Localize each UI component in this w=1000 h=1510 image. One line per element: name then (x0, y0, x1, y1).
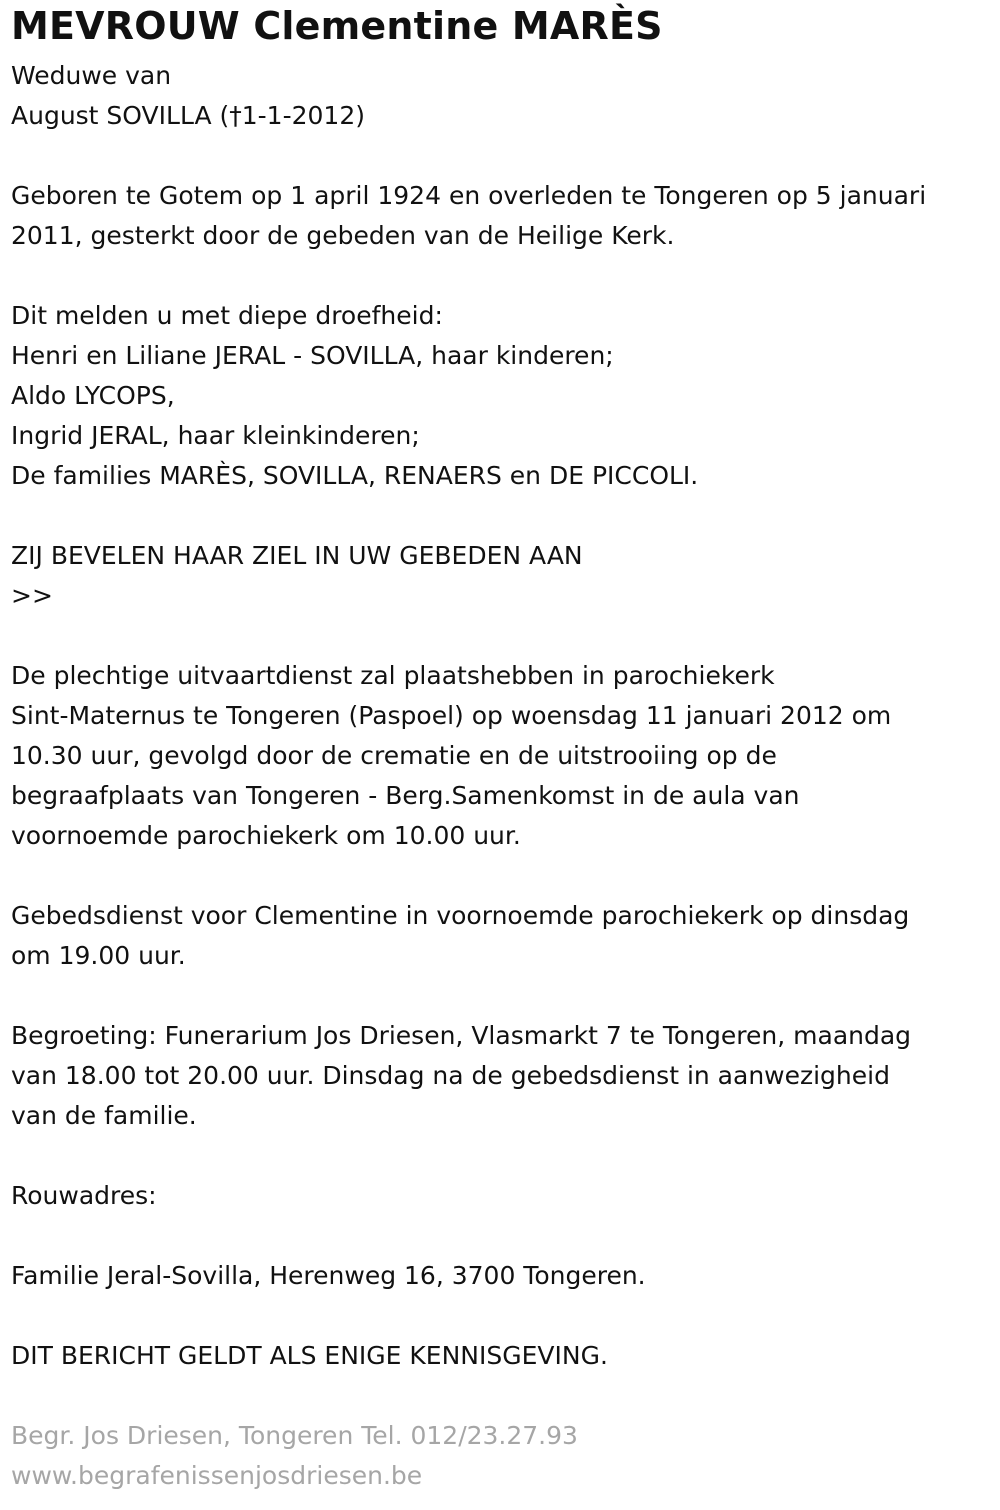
spacer (11, 856, 991, 896)
mourning-address-value: Familie Jeral-Sovilla, Herenweg 16, 3700 Tongeren. (11, 1261, 646, 1290)
birth-death-line-1: Geboren te Gotem op 1 april 1924 en overleden te Tongeren op 5 januari (11, 181, 927, 210)
obituary-page (11, 0, 991, 1496)
prayer-service-line: om 19.00 uur. (11, 941, 186, 970)
family-member: Ingrid JERAL, haar kleinkinderen; (11, 421, 420, 450)
funeral-section (11, 656, 991, 856)
continue-marker: >> (11, 581, 53, 610)
widow-of-label: Weduwe van (11, 61, 172, 90)
funeral-line: begraafplaats van Tongeren - Berg.Samenkomst in de aula van (11, 781, 800, 810)
undertaker-contact: Begr. Jos Driesen, Tongeren Tel. 012/23.27.93 (11, 1421, 578, 1450)
undertaker-website: www.begrafenissenjosdriesen.be (11, 1461, 423, 1490)
prayer-line: ZIJ BEVELEN HAAR ZIEL IN UW GEBEDEN AAN (11, 541, 583, 570)
sole-notice-line: DIT BERICHT GELDT ALS ENIGE KENNISGEVING. (11, 1341, 608, 1370)
family-member: De families MARÈS, SOVILLA, RENAERS en DE PICCOLI. (11, 461, 699, 490)
family-member: Aldo LYCOPS, (11, 381, 175, 410)
greeting-section (11, 1016, 991, 1136)
spacer (11, 616, 991, 656)
funeral-line: Sint-Maternus te Tongeren (Paspoel) op woensdag 11 januari 2012 om (11, 701, 892, 730)
greeting-line: Begroeting: Funerarium Jos Driesen, Vlasmarkt 7 te Tongeren, maandag (11, 1021, 912, 1050)
spouse-name: August SOVILLA (†1-1-2012) (11, 101, 365, 130)
prayer-service-line: Gebedsdienst voor Clementine in voornoemde parochiekerk op dinsdag (11, 901, 910, 930)
funeral-line: voornoemde parochiekerk om 10.00 uur. (11, 821, 521, 850)
spacer (11, 496, 991, 536)
spacer (11, 136, 991, 176)
spacer (11, 1136, 991, 1176)
family-member: Henri en Liliane JERAL - SOVILLA, haar kinderen; (11, 341, 614, 370)
notice-section (11, 1336, 991, 1376)
birth-death-line-2: 2011, gesterkt door de gebeden van de Heilige Kerk. (11, 221, 675, 250)
family-heading: Dit melden u met diepe droefheid: (11, 301, 443, 330)
prayer-service-section (11, 896, 991, 976)
intro-section (11, 56, 991, 136)
spacer (11, 1216, 991, 1256)
mourning-address-label: Rouwadres: (11, 1181, 157, 1210)
greeting-line: van 18.00 tot 20.00 uur. Dinsdag na de gebedsdienst in aanwezigheid (11, 1061, 890, 1090)
obituary-title: MEVROUW Clementine MARÈS (11, 4, 663, 48)
spacer (11, 256, 991, 296)
funeral-line: De plechtige uitvaartdienst zal plaatshebben in parochiekerk (11, 661, 775, 690)
mourning-address-section (11, 1176, 991, 1296)
spacer (11, 1376, 991, 1416)
greeting-line: van de familie. (11, 1101, 197, 1130)
funeral-line: 10.30 uur, gevolgd door de crematie en de uitstrooiing op de (11, 741, 777, 770)
spacer (11, 976, 991, 1016)
spacer (11, 1296, 991, 1336)
family-section (11, 296, 991, 496)
undertaker-footer (11, 1416, 991, 1496)
prayer-section (11, 536, 991, 616)
birth-death-section (11, 176, 991, 256)
